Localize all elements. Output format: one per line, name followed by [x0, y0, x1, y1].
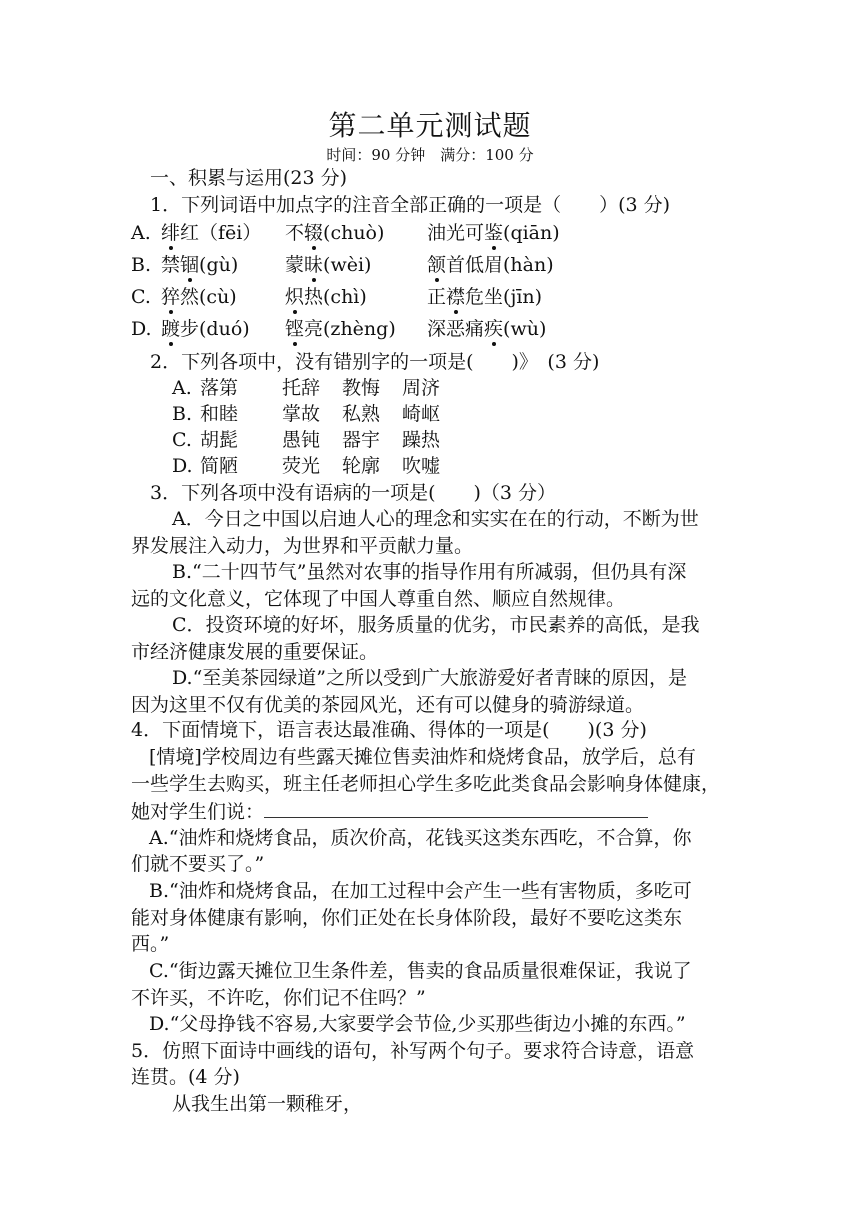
q4-context: [情境]学校周边有些露天摊位售卖油炸和烧烤食品，放学后，总有	[149, 746, 696, 768]
option-word: 周济	[402, 377, 441, 399]
dotted-char: 襟	[446, 286, 466, 308]
option-word: 私熟	[342, 403, 381, 425]
q3-option-c-text: C．投资环境的好坏，服务质量的优劣，市民素养的高低，是我	[172, 614, 700, 636]
option-word: 落第	[200, 377, 239, 399]
dotted-char: 昧	[304, 254, 324, 276]
option-word: 简陋	[200, 455, 239, 477]
option-word: 器宇	[342, 429, 381, 451]
q3-option-b-text: B.“二十四节气”虽然对农事的指导作用有所减弱，但仍具有深	[172, 561, 687, 583]
q4-option-b-text: B.“油炸和烧烤食品，在加工过程中会产生一些有害物质，多吃可	[149, 880, 692, 902]
option-letter: C.	[131, 286, 151, 308]
option-letter: A.	[131, 222, 151, 244]
option-letter: A.	[172, 377, 192, 399]
option-word: 铿亮(zhèng)	[285, 318, 396, 340]
q4-context	[131, 799, 648, 824]
q4-option-b-text: 西。”	[131, 933, 170, 955]
option-word: 禁锢(gù)	[161, 254, 239, 276]
option-word: 蒙昧(wèi)	[285, 254, 372, 276]
dotted-char: 颔	[427, 254, 447, 276]
q3-option-d-text: 因为这里不仅有优美的茶园风光，还有可以健身的骑游绿道。	[131, 694, 645, 716]
option-word: 胡髭	[200, 429, 239, 451]
option-word: 掌故	[282, 403, 321, 425]
q4-option-d-text: D.“父母挣钱不容易,大家要学会节俭,少买那些街边小摊的东西。”	[149, 1013, 686, 1035]
option-word: 猝然(cù)	[161, 286, 237, 308]
option-word: 油光可鉴(qiān)	[427, 222, 560, 244]
option-word: 教悔	[342, 377, 381, 399]
dotted-char: 绯	[161, 222, 181, 244]
dotted-char: 踱	[161, 318, 181, 340]
option-word: 炽热(chì)	[285, 286, 367, 308]
option-letter: C.	[172, 429, 192, 451]
q4-context: 一些学生去购买，班主任老师担心学生多吃此类食品会影响身体健康，	[131, 773, 721, 795]
option-word: 吹嘘	[402, 455, 441, 477]
option-word: 不辍(chuò)	[285, 222, 385, 244]
q3-stem: 3．下列各项中没有语病的一项是( )（3 分）	[150, 482, 557, 504]
q4-option-c-text: C.“街边露天摊位卫生条件差，售卖的食品质量很难保证，我说了	[149, 960, 692, 982]
q5-stem: 5．仿照下面诗中画线的语句，补写两个句子。要求符合诗意，语意	[131, 1040, 695, 1062]
q3-option-d-text: D.“至美茶园绿道”之所以受到广大旅游爱好者青睐的原因，是	[172, 667, 688, 689]
q3-option-a-text: A．今日之中国以启迪人心的理念和实实在在的行动，不断为世	[172, 508, 699, 530]
q5-stem: 连贯。(4 分)	[131, 1066, 240, 1088]
q4-option-a-text: A.“油炸和烧烤食品，质次价高，花钱买这类东西吃，不合算，你	[149, 827, 692, 849]
dotted-char: 鉴	[484, 222, 504, 244]
q1-stem: 1．下列词语中加点字的注音全部正确的一项是（ ）(3 分)	[150, 194, 671, 216]
q4-option-a-text: 们就不要买了。”	[131, 853, 265, 875]
option-word: 轮廓	[342, 455, 381, 477]
option-letter: B.	[172, 403, 193, 425]
exam-info: 时间：90 分钟 满分：100 分	[326, 146, 534, 164]
dotted-char: 辍	[304, 222, 324, 244]
option-word: 躁热	[402, 429, 441, 451]
dotted-char: 锢	[180, 254, 200, 276]
option-word: 正襟危坐(jīn)	[427, 286, 543, 308]
answer-blank	[264, 799, 648, 818]
option-letter: B.	[131, 254, 152, 276]
dotted-char: 炽	[285, 286, 305, 308]
option-word: 颔首低眉(hàn)	[427, 254, 554, 276]
dotted-char: 猝	[161, 286, 181, 308]
dotted-char: 铿	[285, 318, 305, 340]
q2-stem: 2．下列各项中，没有错别字的一项是( )》 (3 分)	[150, 351, 600, 373]
q4-stem: 4．下面情境下，语言表达最准确、得体的一项是( )(3 分)	[131, 719, 647, 741]
q3-option-c-text: 市经济健康发展的重要保证。	[131, 641, 379, 663]
option-word: 愚钝	[282, 429, 321, 451]
option-word: 托辞	[282, 377, 321, 399]
q4-option-c-text: 不许买，不许吃，你们记不住吗？”	[131, 987, 426, 1009]
option-letter: D.	[172, 455, 193, 477]
q3-option-b-text: 远的文化意义，它体现了中国人尊重自然、顺应自然规律。	[131, 588, 626, 610]
option-word: 深恶痛疾(wù)	[427, 318, 547, 340]
dotted-char: 疾	[484, 318, 504, 340]
option-word: 崎岖	[402, 403, 441, 425]
poem-line: 从我生出第一颗稚牙，	[172, 1093, 363, 1115]
q4-option-b-text: 能对身体健康有影响，你们正处在长身体阶段，最好不要吃这类东	[131, 907, 683, 929]
q4-context-text: 她对学生们说：	[131, 801, 265, 823]
q3-option-a-text: 界发展注入动力，为世界和平贡献力量。	[131, 535, 474, 557]
option-word: 绯红（fēi）	[161, 222, 262, 244]
option-word: 踱步(duó)	[161, 318, 250, 340]
option-word: 荧光	[282, 455, 321, 477]
page-title: 第二单元测试题	[328, 109, 532, 142]
option-letter: D.	[131, 318, 152, 340]
option-word: 和睦	[200, 403, 239, 425]
section-heading: 一、积累与运用(23 分)	[150, 167, 348, 189]
